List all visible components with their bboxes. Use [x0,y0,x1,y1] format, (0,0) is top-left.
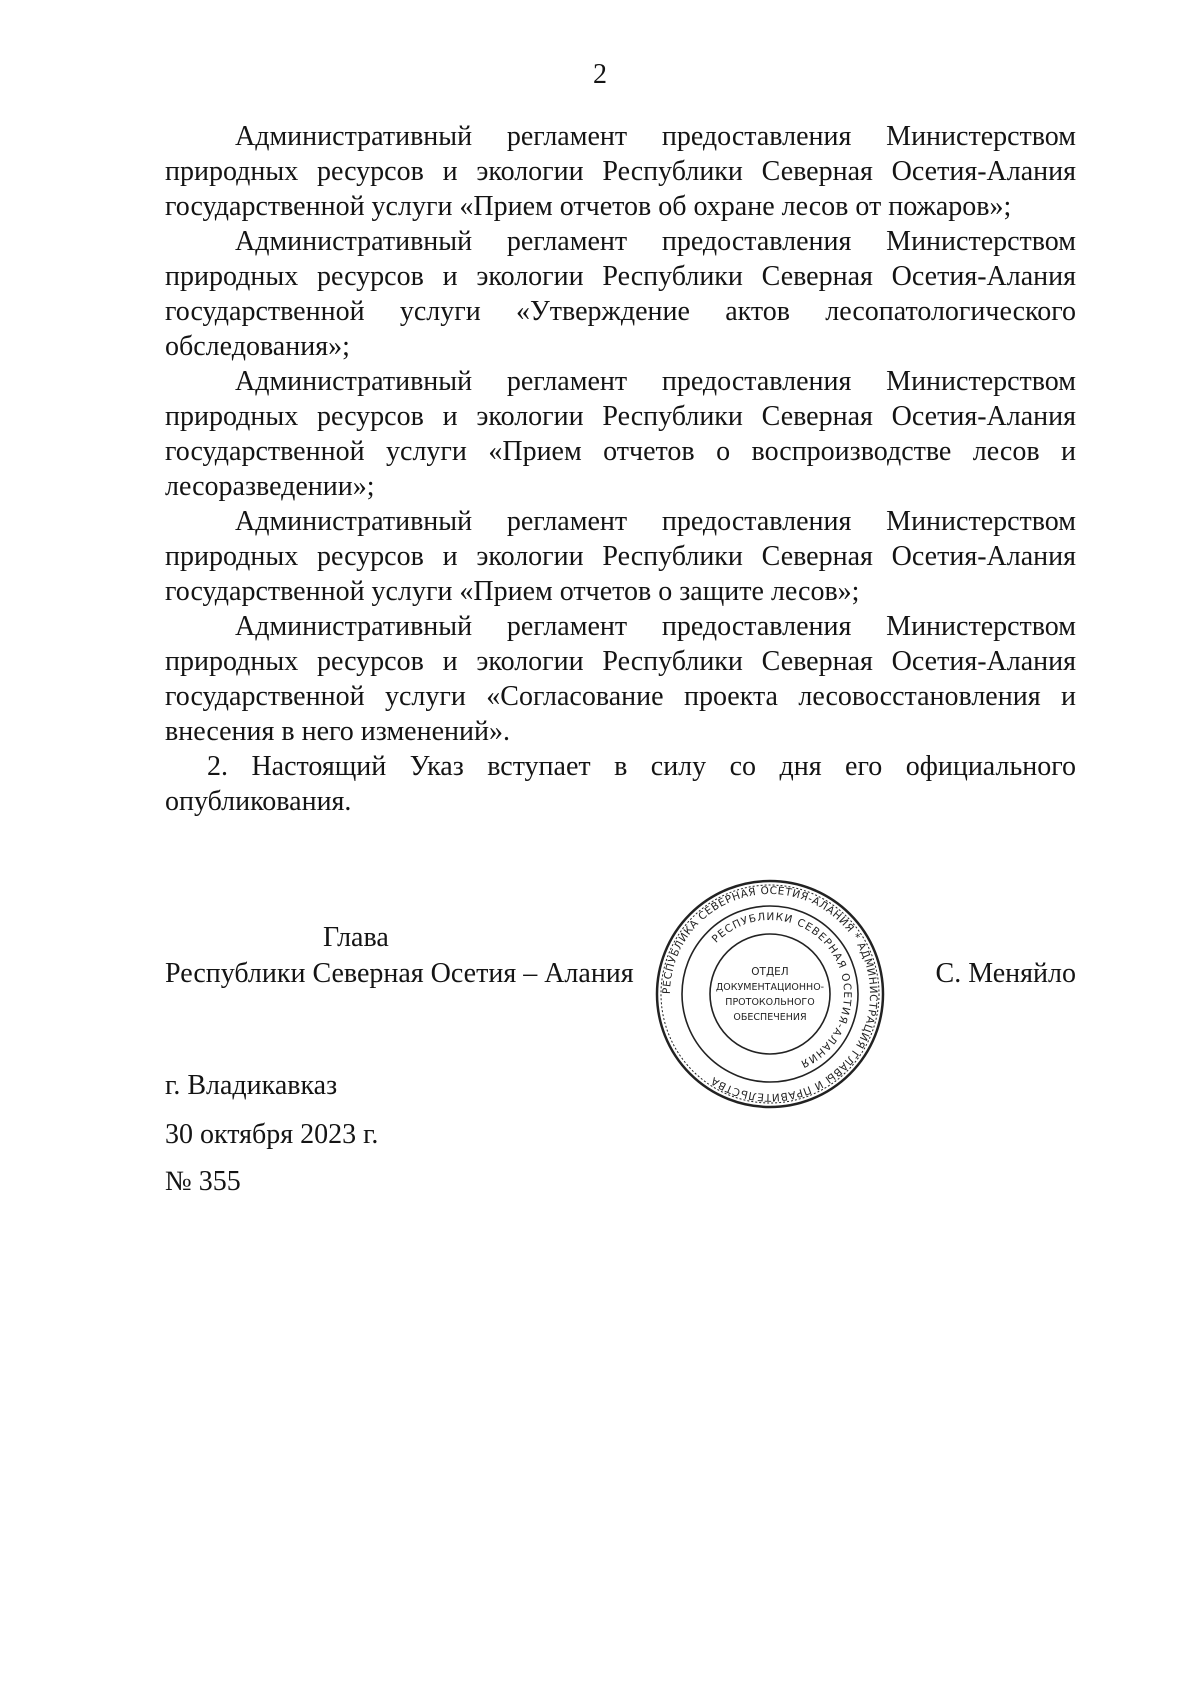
regulation-paragraph: Административный регламент предоставления Министерством природных ресурсов и экологии Республики Северная Осетия-Алания государственной услуги «Прием отчетов об охране лесов от пожаров»; [165,121,1076,222]
regulation-paragraph: Административный регламент предоставления Министерством природных ресурсов и экологии Республики Северная Осетия-Алания государственной услуги «Утверждение актов лесопатологического обследования»; [165,226,1076,362]
regulation-paragraph: Административный регламент предоставления Министерством природных ресурсов и экологии Республики Северная Осетия-Алания государственной услуги «Прием отчетов о воспроизводстве лесов и лесоразведении»; [165,366,1076,502]
signatory-organization: Республики Северная Осетия – Алания [165,958,634,989]
signatory-name: С. Меняйло [935,958,1076,989]
seal-center-line: ОТДЕЛ [751,966,789,978]
page-number: 2 [593,59,607,90]
document-number: № 355 [165,1166,241,1197]
seal-inner-text: РЕСПУБЛИКИ СЕВЕРНАЯ ОСЕТИЯ-АЛАНИЯ [709,910,854,1071]
official-seal [654,878,886,1110]
signatory-title: Глава [323,922,389,953]
document-body [165,119,1076,819]
document-date: 30 октября 2023 г. [165,1119,379,1150]
place-of-signing: г. Владикавказ [165,1070,338,1101]
seal-outer-text: РЕСПУБЛИКА СЕВЕРНАЯ ОСЕТИЯ-АЛАНИЯ * АДМИНИСТРАЦИЯ ГЛАВЫ И ПРАВИТЕЛЬСТВА [660,884,880,1104]
decree-clause: 2. Настоящий Указ вступает в силу со дня его официального опубликования. [165,751,1076,817]
seal-center-line: ДОКУМЕНТАЦИОННО- [715,982,825,993]
regulation-paragraph: Административный регламент предоставления Министерством природных ресурсов и экологии Республики Северная Осетия-Алания государственной услуги «Прием отчетов о защите лесов»; [165,506,1076,607]
regulation-paragraph: Административный регламент предоставления Министерством природных ресурсов и экологии Республики Северная Осетия-Алания государственной услуги «Согласование проекта лесовосстановления и внесения в него изменений». [165,611,1076,747]
seal-center-line: ПРОТОКОЛЬНОГО [725,997,815,1008]
seal-center-line: ОБЕСПЕЧЕНИЯ [733,1012,807,1023]
